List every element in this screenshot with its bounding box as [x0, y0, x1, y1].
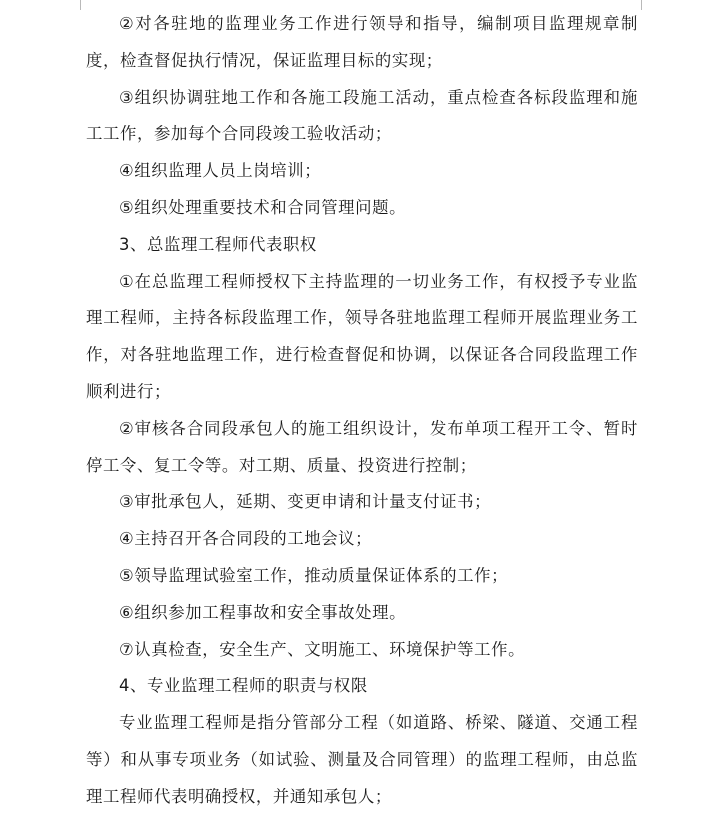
- paragraph: ②对各驻地的监理业务工作进行领导和指导，编制项目监理规章制度，检查督促执行情况，保证监理目标的实现；: [86, 14, 638, 70]
- paragraph: ③审批承包人，延期、变更申请和计量支付证书；: [119, 492, 492, 512]
- paragraph: ④组织监理人员上岗培训；: [119, 161, 322, 181]
- right-margin-corner-mark: [641, 0, 656, 10]
- paragraph: ②审核各合同段承包人的施工组织设计，发布单项工程开工令、暂时停工令、复工令等。对工期、质量、投资进行控制；: [86, 418, 638, 475]
- paragraph: ⑥组织参加工程事故和安全事故处理。: [119, 602, 407, 622]
- paragraph: ③组织协调驻地工作和各施工段施工活动，重点检查各标段监理和施工工作，参加每个合同段竣工验收活动；: [86, 87, 638, 144]
- paragraph: ⑤组织处理重要技术和合同管理问题。: [119, 197, 407, 217]
- paragraph: 专业监理工程师是指分管部分工程（如道路、桥梁、隧道、交通工程等）和从事专项业务（如试验、测量及合同管理）的监理工程师，由总监理工程师代表明确授权，并通知承包人；: [86, 713, 638, 806]
- paragraph: ⑦认真检查，安全生产、文明施工、环境保护等工作。: [119, 639, 526, 659]
- section-heading: 4、专业监理工程师的职责与权限: [119, 676, 368, 696]
- document-body: [86, 6, 638, 816]
- section-heading: 3、总监理工程师代表职权: [119, 234, 317, 254]
- left-margin-corner-mark: [66, 0, 81, 10]
- paragraph: ①在总监理工程师授权下主持监理的一切业务工作，有权授予专业监理工程师，主持各标段监理工作，领导各驻地监理工程师开展监理业务工作，对各驻地监理工作，进行检查督促和协调，以保证各合同段监理工作顺利进行；: [86, 271, 638, 401]
- paragraph: ④主持召开各合同段的工地会议；: [119, 529, 373, 549]
- paragraph: ⑤领导监理试验室工作，推动质量保证体系的工作；: [119, 565, 509, 585]
